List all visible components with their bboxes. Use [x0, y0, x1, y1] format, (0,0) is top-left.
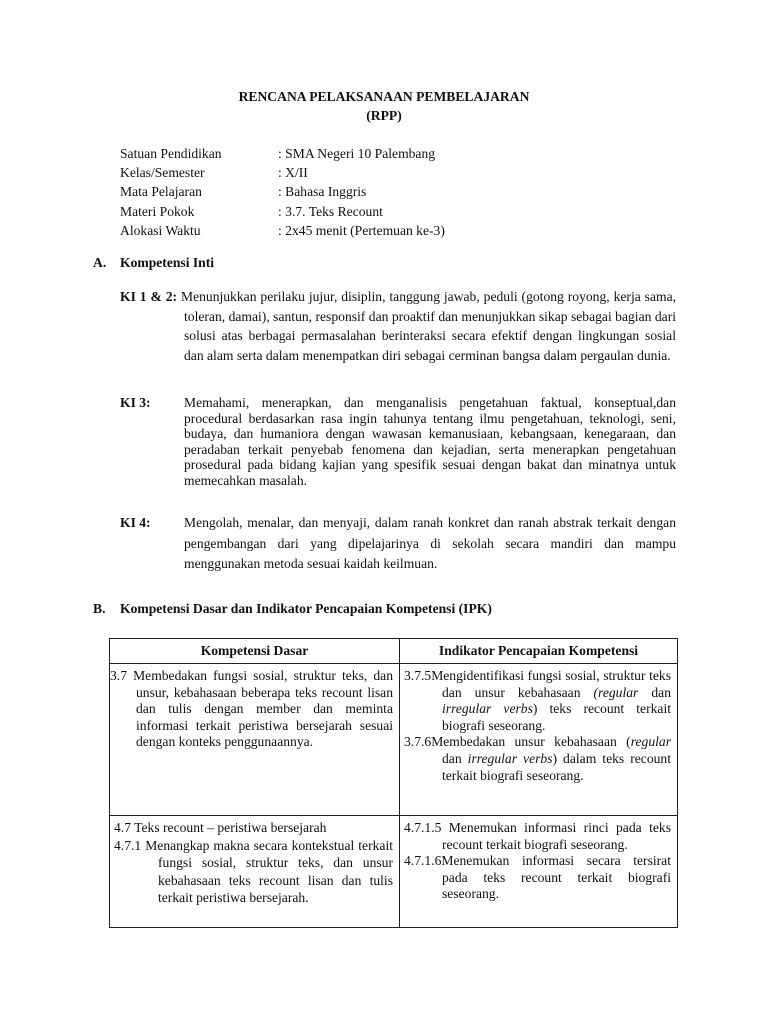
identity-row	[120, 222, 445, 241]
ipk-3-7-6	[404, 734, 671, 784]
kd-3-7: 3.7 Membedakan fungsi sosial, struktur teks, dan unsur, kebahasaan beberapa teks recount lisan dan tulis dengan member dan meminta informasi terkait peristiwa bersejarah sesuai dengan konteks penggunaannya.	[110, 668, 393, 750]
ki-4-label: KI 4:	[120, 515, 151, 530]
kd-cell	[110, 664, 400, 816]
ki-1-2-text: Menunjukkan perilaku jujur, disiplin, tanggung jawab, peduli (gotong royong, kerja sama, toleran, damai), santun, responsif dan proaktif dan menunjukkan sikap sebagai bagian dari solusi atas berbagai permasalahan berinteraksi secara efektif dengan lingkungan sosial dan alam serta dalam menempatkan diri sebagai cerminan bangsa dalam pergaulan dunia.	[177, 289, 676, 363]
ipk-cell	[400, 816, 678, 928]
identity-value: : 3.7. Teks Recount	[278, 203, 383, 219]
ipk-3-7-5-d: irregular verbs	[442, 701, 533, 717]
identity-label: Alokasi Waktu	[120, 222, 201, 238]
table-row	[110, 816, 678, 928]
section-a-title: Kompetensi Inti	[120, 255, 215, 270]
identity-label: Satuan Pendidikan	[120, 146, 222, 161]
ki-1-2-body	[120, 287, 676, 365]
identity-row	[120, 203, 445, 222]
section-b-heading	[93, 600, 492, 618]
ipk-3-7-6-d: irregular verbs	[467, 750, 553, 766]
ipk-4-7-1-6: 4.7.1.6Menemukan informasi secara tersirat pada teks recount terkait biografi seseorang.	[404, 853, 671, 902]
ipk-3-7-5-a: 3.7.5Mengidentifikasi fungsi sosial, struktur teks dan unsur kebahasaan	[404, 668, 671, 700]
ki-3	[120, 395, 676, 488]
ipk-3-7-6-e: ) dalam teks recount terkait biografi seseorang.	[442, 750, 671, 783]
competency-table	[109, 638, 678, 928]
document-title: RENCANA PELAKSANAAN PEMBELAJARAN	[238, 89, 530, 104]
kd-4-7-1: 4.7.1 Menangkap makna secara kontekstual terkait fungsi sosial, struktur teks, dan unsur kebahasaan teks recount lisan dan tulis terkait peristiwa bersejarah.	[114, 837, 393, 906]
ipk-3-7-5	[404, 668, 671, 734]
ki-3-label: KI 3:	[120, 395, 151, 410]
ipk-cell	[400, 664, 678, 816]
table-header-row	[110, 639, 678, 664]
identity-label: Mata Pelajaran	[120, 184, 202, 200]
section-a-letter: A.	[93, 255, 107, 270]
ipk-3-7-5-b: (regular	[593, 684, 639, 700]
ipk-3-7-5-c: dan	[638, 684, 671, 700]
ki-1-2-label: KI 1 & 2:	[120, 289, 178, 304]
ki-3-text: Memahami, menerapkan, dan menganalisis pengetahuan faktual, konseptual,dan procedural berdasarkan rasa ingin tahunya tentang ilmu pengetahuan, teknologi, seni, budaya, dan humaniora dengan wawasan kemanusiaan, kebangsaan, kenegaraan, dan peradaban terkait penyebab fenomena dan kejadian, serta menerapkan pengetahuan prosedural pada bidang kajian yang spesifik sesuai dengan bakat dan minatnya untuk memecahkan masalah.	[184, 395, 676, 488]
ki-4	[120, 513, 676, 575]
identity-value: : SMA Negeri 10 Palembang	[278, 146, 436, 161]
identity-row	[120, 145, 445, 164]
section-a-heading	[93, 254, 214, 272]
ipk-3-7-6-c: dan	[442, 750, 468, 766]
table-row	[110, 664, 678, 816]
identity-label: Kelas/Semester	[120, 165, 205, 181]
header-kompetensi-dasar: Kompetensi Dasar	[110, 639, 400, 664]
header-indikator: Indikator Pencapaian Kompetensi	[400, 639, 678, 664]
section-b-title: Kompetensi Dasar dan Indikator Pencapaian Kompetensi (IPK)	[120, 601, 492, 616]
identity-row	[120, 164, 445, 183]
ipk-4-7-1-5: 4.7.1.5 Menemukan informasi rinci pada teks recount terkait biografi seseorang.	[404, 820, 671, 852]
ki-4-text: Mengolah, menalar, dan menyaji, dalam ranah konkret dan ranah abstrak terkait dengan pengembangan dari yang dipelajarinya di sekolah secara mandiri dan mampu menggunakan metoda sesuai kaidah keilmuan.	[184, 515, 676, 571]
identity-value: : Bahasa Inggris	[278, 184, 367, 200]
identity-value: : X/II	[278, 165, 308, 181]
section-b-letter: B.	[93, 601, 106, 616]
identity-value: : 2x45 menit (Pertemuan ke-3)	[278, 222, 445, 238]
document-subtitle: (RPP)	[366, 108, 402, 123]
identity-label: Materi Pokok	[120, 203, 195, 219]
kd-4-7: 4.7 Teks recount – peristiwa bersejarah	[114, 820, 327, 835]
ki-1-2	[120, 287, 676, 365]
ipk-3-7-5-e: ) teks recount terkait biografi seseorang.	[442, 701, 672, 733]
identity-row	[120, 183, 445, 202]
identity-block	[120, 145, 445, 241]
ipk-3-7-6-b: regular	[630, 734, 671, 750]
ipk-3-7-6-a: 3.7.6Membedakan unsur kebahasaan (	[404, 734, 631, 750]
kd-cell	[110, 816, 400, 928]
